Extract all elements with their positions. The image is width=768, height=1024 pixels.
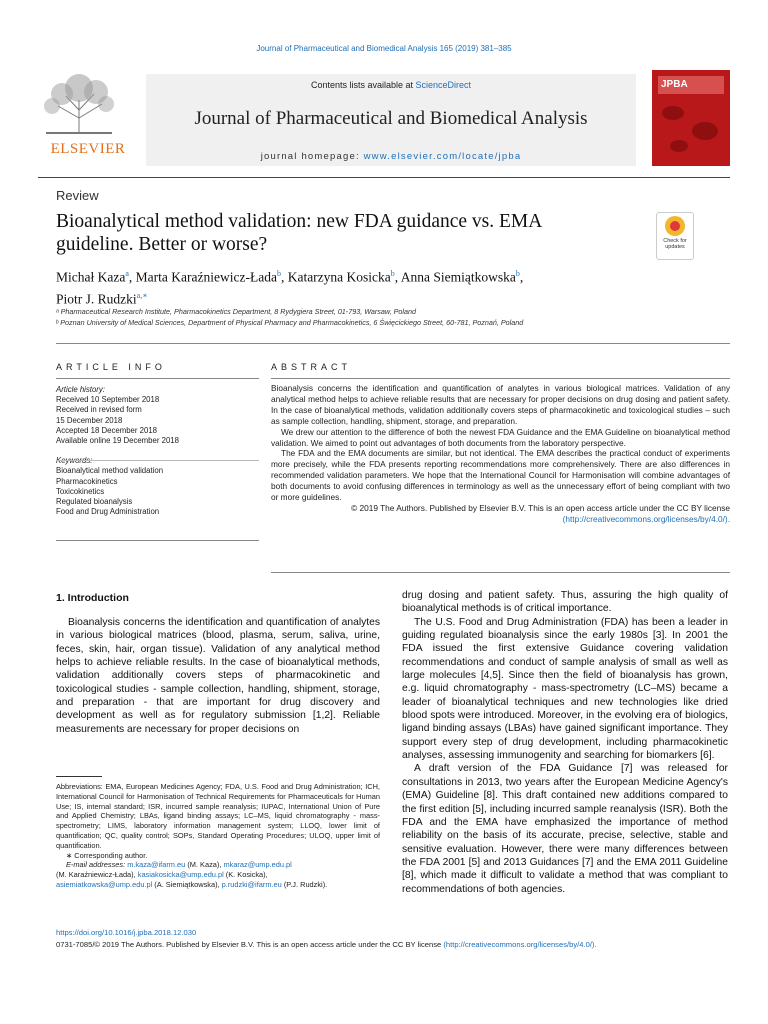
email-link[interactable]: asiemiatkowska@ump.edu.pl <box>56 879 153 889</box>
keywords-label <box>56 456 259 466</box>
abbreviations-footnote: Abbreviations: EMA, European Medicines Agency; FDA, U.S. Food and Drug Administration; ICH, International Council for Harmonisation of Technical Requirements for Pharmaceuticals for Human Use; IS, internal standard; ISR, incurred sample reanalysis; IUPAC, International Union of Pure and Applied Chemistry; LBAs, ligand binding assays; LC–MS, liquid chromatography - mass-spectrometry; LIMS, laboratory information management system; LLOQ, lower limit of quantification; QC, quality control; SOPs, Standard Operating Procedures; ULOQ, upper limit of quantification. <box>56 782 380 850</box>
elsevier-wordmark: ELSEVIER <box>50 141 126 157</box>
author-name[interactable]: Marta Karaźniewicz-Łada <box>135 269 277 285</box>
keyword: Toxicokinetics <box>56 486 105 496</box>
cc-license-link-text[interactable]: (http://creativecommons.org/licenses/by/4.0/). <box>562 513 730 524</box>
body-column-left <box>56 616 380 736</box>
homepage-line <box>146 151 636 162</box>
article-info <box>56 385 259 517</box>
keyword: Regulated bioanalysis <box>56 497 133 507</box>
history-label: Article history: <box>56 385 105 394</box>
elsevier-tree-icon <box>38 70 120 136</box>
doi-link[interactable]: https://doi.org/10.1016/j.jpba.2018.12.030 <box>56 928 197 937</box>
journal-citation[interactable]: Journal of Pharmaceutical and Biomedical Analysis 165 (2019) 381–385 <box>256 44 512 53</box>
homepage-link[interactable]: www.elsevier.com/locate/jpba <box>363 151 522 162</box>
body-column-right <box>402 589 728 896</box>
abstract-paragraph: We drew our attention to the difference of both the newest FDA Guidance and the EMA Guideline on bioanalytical method validation. We aimed to point out advantages of both documents from the laboratory perspective. <box>271 426 730 448</box>
email-label: E-mail addresses: <box>66 860 126 870</box>
homepage-prefix: journal homepage: <box>260 151 364 162</box>
email-link[interactable]: m.kaza@ifarm.eu <box>127 860 186 870</box>
author-name[interactable]: Katarzyna Kosicka <box>287 269 391 285</box>
body-paragraph: The U.S. Food and Drug Administration (FDA) has been a leader in guiding regulated bioanalysis since the early 1980s [3]. In 2001 the FDA issued the first extensive Guidance covering validation recommendations and conduct of sample analysis of small as well as large molecules [4,5]. Since then the field of bioanalysis has grown, e.g. liquid chromatography - mass-spectrometry (LC–MS) became a leader of bioanalytical techniques and new technologies like dried blood spots were introduced. Moreover, in the evolving era of biologics, ligand binding assays (LBAs) have gained significant importance. They support every step of drug development, including pharmacokinetic analyses, assessing immunogenity and searching for biomarkers [6]. <box>402 616 728 762</box>
article-info-heading: ARTICLE INFO <box>56 362 166 372</box>
check-for-updates-button[interactable] <box>656 212 694 260</box>
divider <box>56 540 259 541</box>
footnotes <box>56 782 380 890</box>
email-link[interactable]: p.rudzki@ifarm.eu <box>221 879 282 889</box>
article-title: Bioanalytical method validation: new FDA guidance vs. EMA guideline. Better or worse? <box>56 211 542 255</box>
journal-banner <box>146 74 636 166</box>
keyword: Bioanalytical method validation <box>56 466 164 476</box>
email-owner: (M. Kaza), <box>187 860 222 870</box>
corresponding-author-note: ∗ Corresponding author. <box>66 850 148 860</box>
email-footnote <box>56 860 380 889</box>
abstract-body <box>271 383 730 525</box>
email-owner: (M. Karaźniewicz-Łada), <box>56 870 136 880</box>
license-footer <box>56 940 736 949</box>
history-item: Accepted 18 December 2018 <box>56 425 157 435</box>
history-item: 15 December 2018 <box>56 415 123 425</box>
check-updates-icon <box>665 216 685 236</box>
journal-cover-image[interactable] <box>652 70 730 166</box>
divider <box>56 378 259 379</box>
author-affil-mark[interactable]: a <box>125 269 129 278</box>
author-affil-mark[interactable]: b <box>276 269 281 278</box>
email-link[interactable]: kasiakosicka@ump.edu.pl <box>137 870 224 880</box>
abstract-paragraph: The FDA and the EMA documents are similar, but not identical. The EMA describes the practical conduct of experiments more precisely, while the FDA presents reporting recommendations more comprehensively. There are also differences in recommended validation parameters. We hope that the International Council for Harmonisation will combine advantages of both documents to avoid confusing differences in terminology as well as the unnecessary effort of being compliant with two or more guidelines. <box>271 448 730 503</box>
email-owner: (K. Kosicka), <box>225 870 268 880</box>
elsevier-logo <box>38 70 138 166</box>
author-affil-mark[interactable]: b <box>515 269 520 278</box>
footer-license-link[interactable]: (http://creativecommons.org/licenses/by/4.0/). <box>443 940 597 949</box>
author-name[interactable]: Michał Kaza <box>56 269 126 285</box>
body-paragraph: drug dosing and patient safety. Thus, assuring the high quality of bioanalytical methods is of critical importance. <box>402 590 728 615</box>
cover-title: JPBA <box>658 76 724 94</box>
abstract-paragraph: Bioanalysis concerns the identification and quantification of analytes in various biological matrices. Validation of any analytical method helps to achieve reliable results that are necessary for proper decisions on drug dosing and patient safety. In the case of bioanalytical methods, validation additionally covers steps of pharmacokinetic and toxicological studies – such as sample collection, handling, shipment, storage, and preparation. <box>271 383 730 426</box>
abstract-copyright: © 2019 The Authors. Published by Elsevier B.V. This is an open access article under the CC BY license <box>351 502 730 513</box>
cc-license-link[interactable] <box>271 514 730 525</box>
author-affil-mark[interactable]: b <box>390 269 395 278</box>
license-text: 0731-7085/© 2019 The Authors. Published by Elsevier B.V. This is an open access article under the CC BY license <box>56 940 444 949</box>
author-name[interactable]: Anna Siemiątkowska <box>400 269 516 285</box>
divider <box>56 343 730 344</box>
history-item: Received 10 September 2018 <box>56 395 160 405</box>
cover-blob <box>692 122 718 140</box>
article-type: Review <box>56 188 99 203</box>
author-affil-mark[interactable]: a,∗ <box>136 290 148 300</box>
body-paragraph: A draft version of the FDA Guidance [7] was released for consultations in 2013, two years after the European Medicine Agency's (EMA) Guideline [8]. This draft contained new additions compared to the first edition [5], including incurred sample reanalysis (ISR). Both the FDA and the EMA have emphasized the importance of method reliability on the basis of its accurate, precise, selective, stable and sensitive evaluation. However, there were many differences between the FDA 2001 [5] and 2013 Guidances [7] and the EMA 2011 Guideline [8], which made it difficult to validate a method that was compliant to recommendations of both agencies. <box>402 763 728 895</box>
spacer <box>56 446 259 456</box>
email-owner: (A. Siemiątkowska), <box>154 879 220 889</box>
divider <box>271 378 730 379</box>
keyword: Pharmacokinetics <box>56 476 118 486</box>
author-name[interactable]: Piotr J. Rudzki <box>56 291 137 306</box>
sciencedirect-link[interactable]: ScienceDirect <box>415 80 472 90</box>
check-updates-label: Check for updates <box>663 238 687 250</box>
affiliations <box>56 306 716 328</box>
email-link[interactable]: mkaraz@ump.edu.pl <box>223 860 292 870</box>
abstract-heading: ABSTRACT <box>271 362 352 372</box>
cover-blob <box>662 106 684 120</box>
cover-blob <box>670 140 688 152</box>
contents-line <box>146 80 636 90</box>
divider <box>271 572 730 573</box>
affiliation-b: ᵇ Poznan University of Medical Sciences, Department of Physical Pharmacy and Pharmacokinetics, 6 Święcickiego Street, 60-781, Poznań, Poland <box>56 318 524 327</box>
divider <box>56 460 259 461</box>
contents-prefix: Contents lists available at <box>310 80 416 90</box>
email-owner: (P.J. Rudzki). <box>283 879 328 889</box>
footnote-divider <box>56 776 102 777</box>
section-heading-introduction: 1. Introduction <box>56 592 129 604</box>
header-divider <box>38 177 730 178</box>
affiliation-a: ᵃ Pharmaceutical Research Institute, Pharmacokinetics Department, 8 Rydygiera Street, 01-793, Warsaw, Poland <box>56 307 416 316</box>
author-list: Michał Kaza$^a$, Marta Karaźniewicz-Łada$^b$, Katarzyna Kosicka$^b$, Anna Siemiątkowska$^b$, Piotr J. Rudzki$^{a,∗}$ <box>56 269 524 306</box>
journal-title: Journal of Pharmaceutical and Biomedical Analysis <box>194 108 588 129</box>
body-paragraph: Bioanalysis concerns the identification and quantification of analytes in various biological matrices (blood, plasma, serum, saliva, urine, feces, skin, hair, organ tissue). Validation of any analytical method helps to achieve reliable results. In the case of bioanalytical methods, validation additionally covers steps of pharmacokinetic and toxicological studies - sample collection, handling, shipment, storage, and preparation - that are important for drug discovery and development as well as for regulatory submission [1,2]. Reliable measurements are necessary for proper decisions on <box>56 617 380 735</box>
keyword: Food and Drug Administration <box>56 507 160 517</box>
history-item: Received in revised form <box>56 405 142 415</box>
history-item: Available online 19 December 2018 <box>56 436 179 446</box>
